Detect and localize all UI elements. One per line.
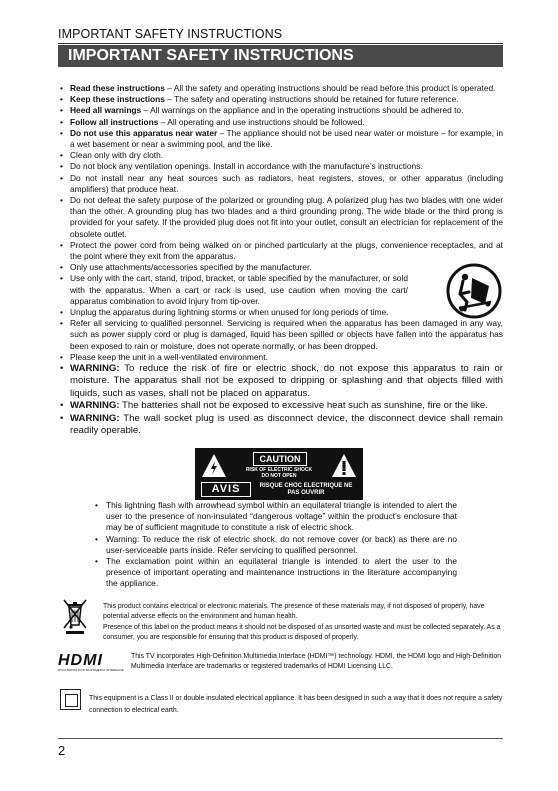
caution-title: CAUTION (253, 452, 307, 466)
avis-label: AVIS (201, 482, 251, 497)
instruction-item: • Clean only with dry cloth. (58, 150, 503, 161)
instruction-item: • Keep these instructions – The safety and operating instructions should be retained for future reference. (58, 94, 503, 105)
warning-item: • WARNING: The batteries shall not be exposed to excessive heat such as sunshine, fire or the like. (58, 400, 503, 412)
symbol-explanation-item: • The exclamation point within an equilateral triangle is intended to alert the user to the presence of important operating and maintenance instructions in the literature accompanying the appliance. (95, 556, 457, 590)
page-number: 2 (58, 743, 66, 758)
avis-line-2: PAS OUVRIR (287, 490, 325, 496)
instruction-item: • Do not block any ventilation openings. Install in accordance with the manufacture’s instructions. (58, 161, 503, 172)
caution-line-1: RISK OF ELECTRIC SHOCK (245, 467, 313, 473)
safety-instructions-list (58, 83, 503, 438)
hdmi-logo (58, 654, 124, 672)
instruction-item: • Unplug the apparatus during lightning storms or when unused for long periods of time. (58, 307, 503, 318)
instruction-item: • Do not install near any heat sources such as radiators, heat registers, stoves, or other apparatus (including amplifiers) that produce heat. (58, 173, 503, 195)
instruction-item: • Please keep the unit in a well-ventilated environment. (58, 352, 503, 363)
hdmi-logo-text: HDMI (58, 652, 103, 669)
class-ii-icon (60, 689, 81, 710)
weee-paragraph: Presence of this label on the product means it should not be disposed of as unsorted waste and must be collected separately. As a consumer, you are responsible for ensuring that this product is disposed of properly. (103, 623, 501, 641)
instruction-item: • Refer all servicing to qualified personnel. Servicing is required when the apparatus has been damaged in any way, such as power supply cord or plug is damaged, liquid has been spilled or objects have fallen into the apparatus has been exposed to rain or moisture, does not operate normally, or has been dropped. (58, 318, 503, 352)
warning-item: • WARNING: The wall socket plug is used as disconnect device, the disconnect device shall remain readily operable. (58, 413, 503, 438)
hdmi-notice: This TV incorporates High-Definition Multimedia Interface (HDMI™) technology. HDMI, the HDMI logo and High-Definition Multimedia Interface are trademarks or registered trademarks of HDMI Licensing LLC. (131, 653, 502, 671)
instruction-item: • Follow all instructions – All operating and use instructions should be followed. (58, 117, 503, 128)
instruction-item: • Read these instructions – All the safety and operating instructions should be read before this product is operated. (58, 83, 503, 94)
instruction-item: • Only use attachments/accessories specified by the manufacturer. (58, 262, 503, 273)
caution-line-2: DO NOT OPEN (261, 473, 297, 479)
avis-line-1: RISQUE CHOC ELECTRIQUE NE (259, 483, 353, 489)
class-ii-notice: This equipment is a Class II or double insulated electrical appliance. It has been designed in such a way that it does not require a safety connection to electrical earth. (89, 695, 503, 714)
cart-tipover-icon (445, 262, 503, 320)
instruction-item-cart: • Use only with the cart, stand, tripod, bracket, or table specified by the manufacturer, or sold with the apparatus. When a cart or rack is used, use caution when moving the cart/ apparatus combination to avoid injury from tip-over. (58, 273, 503, 307)
caution-label (195, 448, 363, 500)
footer-rule (58, 738, 503, 739)
instruction-item: • Do not use this apparatus near water – The appliance should not be used near water or moisture – for example, in a wet basement or near a swimming pool, and the like. (58, 128, 503, 150)
exclamation-triangle-icon (331, 453, 357, 479)
instruction-item: • Do not defeat the safety purpose of the polarized or grounding plug. A polarized plug has two blades with one wider than the other. A grounding plug has two blades and a third grounding prong. The wide blade or the third prong is provided for your safety. If the provided plug does not fit into your outlet, consult an electrician for replacement of the obsolete outlet. (58, 195, 503, 240)
warning-item: • WARNING: To reduce the risk of fire or electric shock, do not expose this apparatus to rain or moisture. The apparatus shall not be exposed to dripping or splashing and that objects filled with liquids, such as vases, shall not be placed on apparatus. (58, 363, 503, 400)
crossed-bin-icon (62, 598, 88, 636)
page-title: IMPORTANT SAFETY INSTRUCTIONS (58, 45, 503, 67)
weee-paragraph: This product contains electrical or electronic materials. The presence of these materials may, if not disposed of properly, have potential adverse effects on the environment and human health. (103, 603, 485, 621)
running-header: IMPORTANT SAFETY INSTRUCTIONS (58, 27, 283, 41)
symbol-explanations (95, 500, 457, 590)
symbol-explanation-item: • Warning: To reduce the risk of electric shock, do not remove cover (or back) as there are no user-serviceable parts inside. Refer servicing to qualified personnel. (95, 534, 457, 556)
weee-notice (103, 602, 503, 643)
instruction-item: • Heed all warnings – All warnings on the appliance and in the operating instructions should be adhered to. (58, 105, 503, 116)
lightning-triangle-icon (201, 453, 227, 479)
header-rule (58, 43, 503, 44)
symbol-explanation-item: • This lightning flash with arrowhead symbol within an equilateral triangle is intended to alert the user to the presence of non-insulated “dangerous voltage” within the product’s enclosure that may be of sufficient magnitude to constitute a risk of electric shock. (95, 500, 457, 534)
instruction-item: • Protect the power cord from being walked on or pinched particularly at the plugs, convenience receptacles, and at the point where they exit from the apparatus. (58, 240, 503, 262)
hdmi-logo-caption: HIGH-DEFINITION MULTIMEDIA INTERFACE (58, 668, 124, 672)
